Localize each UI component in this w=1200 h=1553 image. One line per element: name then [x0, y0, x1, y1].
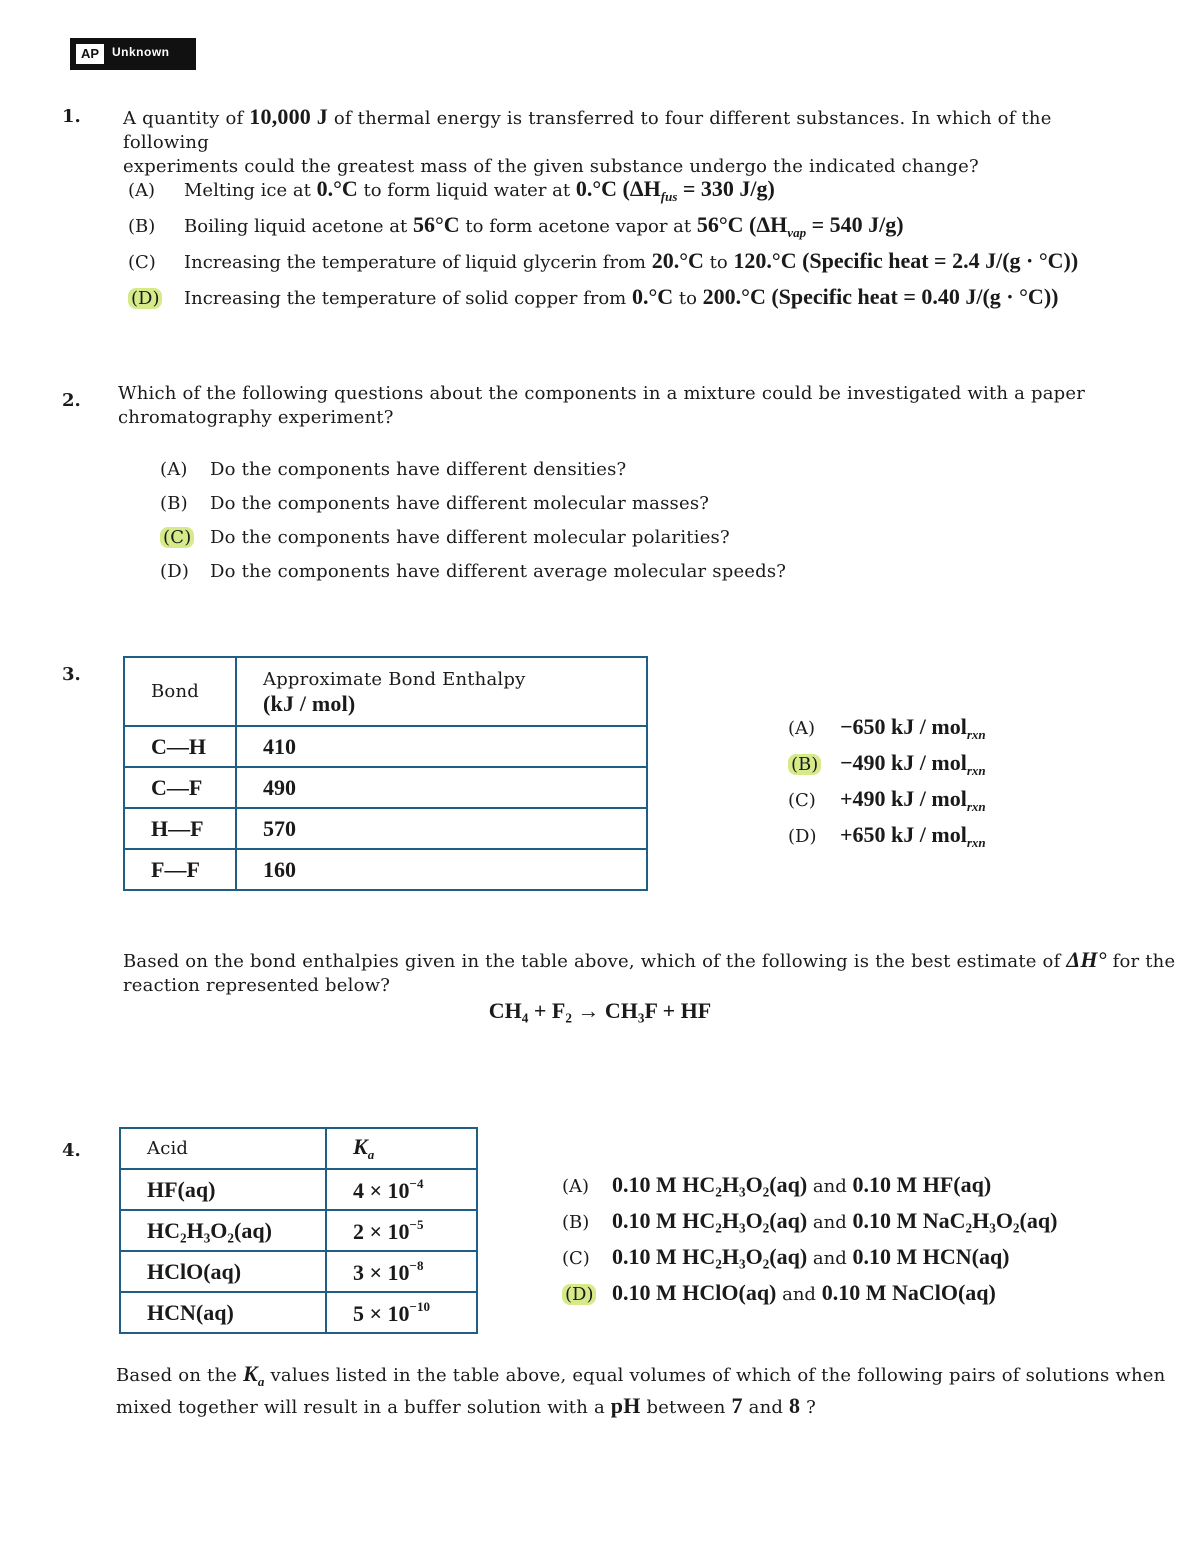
q2-option-c[interactable]: [160, 526, 786, 560]
option-math: −650 kJ / mol: [840, 714, 967, 739]
option-letter: (A): [160, 459, 188, 480]
q1-option-b[interactable]: [128, 212, 1078, 248]
question-1-stem-line1: [123, 105, 1123, 155]
option-math: 0.10 M NaClO(aq): [821, 1280, 996, 1305]
option-math: 0.10 M HC₂H₃O₂(aq): [612, 1244, 808, 1269]
q4-option-d[interactable]: [562, 1280, 1057, 1316]
bond-enthalpy-table: [123, 656, 648, 891]
question-4-stem: [116, 1361, 1166, 1420]
ka-exponent: −10: [409, 1298, 430, 1314]
question-2-stem: [118, 382, 1118, 430]
question-4-number: 4.: [62, 1140, 81, 1161]
option-math: 0.10 M HCN(aq): [852, 1244, 1010, 1269]
question-4-options: [562, 1172, 1057, 1316]
ka-base: 5 × 10: [353, 1300, 410, 1326]
table-row: [124, 767, 647, 808]
ka-base: 4 × 10: [353, 1177, 410, 1203]
ka-exponent: −4: [409, 1175, 424, 1191]
option-text: to form liquid water at: [357, 180, 576, 201]
option-text: to form acetone vapor at: [459, 216, 697, 237]
table-row: [124, 726, 647, 767]
ka-cell: [326, 1292, 477, 1333]
question-2-number: 2.: [62, 390, 81, 411]
q1-stem-energy: 10,000 J: [249, 104, 328, 129]
option-subscript: rxn: [966, 727, 986, 742]
option-math: 0.10 M HF(aq): [852, 1172, 992, 1197]
option-math: = 330 J/g): [677, 176, 775, 201]
option-text: Melting ice at: [184, 180, 317, 201]
option-math: = 540 J/g): [806, 212, 904, 237]
option-math: −490 kJ / mol: [840, 750, 967, 775]
table-row: [120, 1292, 477, 1333]
bond-cell: F—F: [124, 849, 236, 890]
option-text: and: [807, 1176, 853, 1197]
ka-base: 3 × 10: [353, 1259, 410, 1285]
enthalpy-header-line2: (kJ / mol): [263, 690, 356, 716]
q3-stem-math: ΔH°: [1066, 947, 1107, 972]
option-text: Increasing the temperature of liquid glycerin from: [184, 252, 652, 273]
acid-cell: HC₂H₃O₂(aq): [120, 1210, 326, 1251]
q4-stem-ph: pH: [610, 1393, 641, 1418]
option-letter-highlighted: (B): [788, 754, 821, 775]
option-text: and: [807, 1248, 853, 1269]
acid-cell: HF(aq): [120, 1169, 326, 1210]
logo-brand-name: Unknown: [112, 45, 170, 59]
option-letter: (D): [788, 826, 817, 847]
option-subscript: fus: [660, 189, 678, 204]
table-row: [120, 1210, 477, 1251]
option-math: 120.°C (Specific heat = 2.4 J/(g · °C)): [733, 248, 1079, 273]
ka-cell: [326, 1251, 477, 1292]
question-3-stem-line2: reaction represented below?: [123, 975, 391, 996]
question-2-stem-line2: chromatography experiment?: [118, 407, 394, 428]
option-math: 0.10 M HC₂H₃O₂(aq): [612, 1208, 808, 1233]
option-math: 0.10 M NaC₂H₃O₂(aq): [852, 1208, 1058, 1233]
option-letter: (C): [562, 1248, 590, 1269]
acid-cell: HCN(aq): [120, 1292, 326, 1333]
question-1-options: [128, 176, 1078, 320]
option-text: Do the components have different densities?: [210, 459, 627, 480]
acid-cell: HClO(aq): [120, 1251, 326, 1292]
option-letter: (C): [788, 790, 816, 811]
ka-cell: [326, 1169, 477, 1210]
q4-option-a[interactable]: [562, 1172, 1057, 1208]
q4-stem-ka: K: [243, 1361, 258, 1386]
bond-cell: H—F: [124, 808, 236, 849]
enthalpy-header-line1: Approximate Bond Enthalpy: [263, 668, 526, 690]
question-2-stem-line1: Which of the following questions about the components in a mixture could be investigated with a paper: [118, 383, 1086, 404]
table-header-acid: Acid: [120, 1128, 326, 1169]
question-1-number: 1.: [62, 106, 81, 127]
q4-stem-text: Based on the: [116, 1365, 244, 1386]
option-math: 20.°C: [651, 248, 704, 273]
option-subscript: rxn: [966, 763, 986, 778]
option-letter: (A): [562, 1176, 590, 1197]
option-letter: (C): [128, 252, 156, 273]
q4-stem-text: ?: [800, 1397, 816, 1418]
option-math: +490 kJ / mol: [840, 786, 967, 811]
q1-stem-text-a: A quantity of: [123, 108, 250, 129]
option-math: 56°C (ΔH: [696, 212, 788, 237]
option-subscript: vap: [787, 225, 807, 240]
ap-logo: [70, 38, 196, 70]
ka-table: [119, 1127, 478, 1334]
option-math: 0.°C (ΔH: [575, 176, 661, 201]
q3-option-c[interactable]: [788, 786, 986, 822]
option-text: Increasing the temperature of solid copper from: [184, 288, 632, 309]
q4-option-b[interactable]: [562, 1208, 1057, 1244]
option-text: Do the components have different molecular masses?: [210, 493, 710, 514]
table-row: [124, 849, 647, 890]
option-letter-highlighted: (C): [160, 527, 194, 548]
question-3-stem: [123, 947, 1176, 998]
ka-cell: [326, 1210, 477, 1251]
enthalpy-cell: 410: [236, 726, 647, 767]
question-4-stem-line2: [116, 1394, 1146, 1420]
ka-symbol: K: [353, 1134, 368, 1159]
q4-option-c[interactable]: [562, 1244, 1057, 1280]
option-text: Do the components have different average molecular speeds?: [210, 561, 787, 582]
table-header-bond: Bond: [124, 657, 236, 726]
option-math: 0.10 M HClO(aq): [612, 1280, 777, 1305]
q3-stem-text-a: Based on the bond enthalpies given in the table above, which of the following is the best estimate of: [123, 951, 1067, 972]
enthalpy-cell: 570: [236, 808, 647, 849]
table-row: [124, 808, 647, 849]
q1-option-c[interactable]: [128, 248, 1078, 284]
q3-option-a[interactable]: [788, 714, 986, 750]
q1-option-a[interactable]: [128, 176, 1078, 212]
logo-ap-mark: AP: [76, 44, 104, 64]
q3-stem-text-b: for the: [1106, 951, 1176, 972]
option-text: Do the components have different molecular polarities?: [210, 527, 730, 548]
bond-cell: C—H: [124, 726, 236, 767]
option-text: to: [703, 252, 734, 273]
q4-stem-7: 7: [731, 1393, 743, 1418]
q2-option-d[interactable]: [160, 560, 786, 594]
table-header-row: [120, 1128, 477, 1169]
option-math: +650 kJ / mol: [840, 822, 967, 847]
option-text: and: [776, 1284, 822, 1305]
option-math: 200.°C (Specific heat = 0.40 J/(g · °C)): [702, 284, 1059, 309]
q4-stem-text: values listed in the table above, equal volumes of which of the following pairs of solutions when: [264, 1365, 1166, 1386]
q4-stem-ka-sub: a: [257, 1374, 265, 1389]
option-math: 56°C: [413, 212, 460, 237]
option-letter: (D): [160, 561, 190, 582]
option-math: 0.°C: [631, 284, 674, 309]
question-4-stem-line1: [116, 1361, 1166, 1394]
bond-cell: C—F: [124, 767, 236, 808]
q4-stem-text: between: [640, 1397, 732, 1418]
table-header-ka: [326, 1128, 477, 1169]
ka-base: 2 × 10: [353, 1218, 410, 1244]
ka-exponent: −5: [409, 1216, 424, 1232]
q1-stem-text-b: of thermal energy is transferred to four different substances. In which of the following: [123, 108, 1052, 153]
enthalpy-cell: 490: [236, 767, 647, 808]
q2-option-a[interactable]: [160, 458, 786, 492]
table-header-enthalpy: [236, 657, 647, 726]
option-letter-highlighted: (D): [128, 288, 162, 309]
option-math: 0.°C: [316, 176, 358, 201]
question-1-stem: [123, 105, 1123, 179]
question-1-stem-line2: experiments could the greatest mass of the given substance undergo the indicated change?: [123, 156, 979, 177]
q4-stem-text: and: [742, 1397, 790, 1418]
ka-subscript: a: [367, 1147, 375, 1162]
option-text: Boiling liquid acetone at: [184, 216, 413, 237]
ka-exponent: −8: [409, 1257, 424, 1273]
option-letter: (A): [788, 718, 816, 739]
option-letter: (A): [128, 180, 156, 201]
q3-option-b[interactable]: [788, 750, 986, 786]
table-row: [120, 1169, 477, 1210]
option-letter-highlighted: (D): [562, 1284, 596, 1305]
option-math: 0.10 M HC₂H₃O₂(aq): [612, 1172, 808, 1197]
option-letter: (B): [128, 216, 156, 237]
table-header-row: [124, 657, 647, 726]
option-subscript: rxn: [966, 835, 986, 850]
q2-option-b[interactable]: [160, 492, 786, 526]
option-text: and: [807, 1212, 853, 1233]
option-letter: (B): [160, 493, 188, 514]
enthalpy-cell: 160: [236, 849, 647, 890]
question-3-stem-line1: [123, 947, 1176, 974]
option-letter: (B): [562, 1212, 590, 1233]
option-text: to: [673, 288, 703, 309]
reaction-equation: CH₄ + F₂ → CH₃F + HF: [488, 998, 712, 1023]
q3-option-d[interactable]: [788, 822, 986, 858]
q4-stem-text: mixed together will result in a buffer solution with a: [116, 1397, 611, 1418]
option-subscript: rxn: [966, 799, 986, 814]
q1-option-d[interactable]: [128, 284, 1078, 320]
table-row: [120, 1251, 477, 1292]
q4-stem-8: 8: [789, 1393, 801, 1418]
question-2-options: [160, 458, 786, 594]
question-3-number: 3.: [62, 664, 81, 685]
question-3-options: [788, 714, 986, 858]
